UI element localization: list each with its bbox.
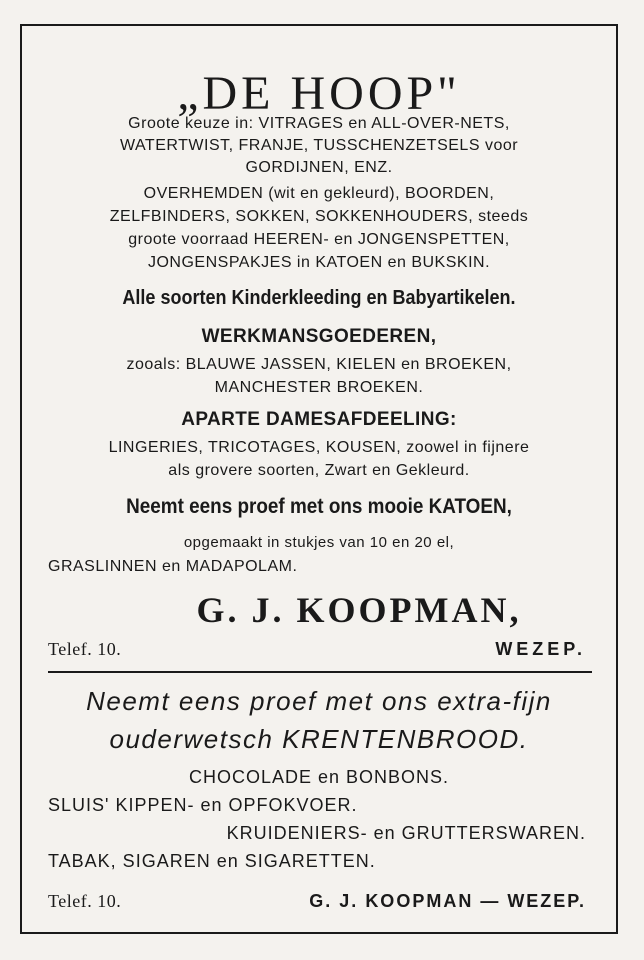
ad-line-ties: ZELFBINDERS, SOKKEN, SOKKENHOUDERS, steeds	[109, 208, 529, 225]
footer-phone: Telef. 10.	[48, 891, 122, 911]
ad-line-pieces: opgemaakt in stukjes van 10 en 20 el,	[183, 534, 455, 551]
ad-heading-workwear: WERKMANSGOEDEREN,	[201, 326, 437, 347]
bottom-line-feed: SLUIS' KIPPEN- en OPFOKVOER.	[48, 795, 358, 815]
footer-name: G. J. KOOPMAN — WEZEP.	[309, 891, 586, 911]
bottom-line-chocolate: CHOCOLADE en BONBONS.	[188, 767, 450, 787]
ad-line-shirts: OVERHEMDEN (wit en gekleurd), BOORDEN,	[143, 185, 495, 202]
advertisement-frame	[20, 24, 618, 934]
ad-line-colours: als grovere soorten, Zwart en Gekleurd.	[168, 462, 470, 479]
bottom-line-krentenbrood: ouderwetsch KRENTENBROOD.	[109, 724, 529, 754]
ad-line-jackets: zooals: BLAUWE JASSEN, KIELEN en BROEKEN,	[126, 356, 512, 373]
ad-line-curtains-etc: GORDIJNEN, ENZ.	[245, 159, 393, 176]
bottom-line-groceries: KRUIDENIERS- en GRUTTERSWAREN.	[226, 823, 586, 843]
signature-name: G. J. KOOPMAN,	[196, 590, 522, 630]
ad-line-caps: groote voorraad HEEREN- en JONGENSPETTEN,	[128, 231, 510, 248]
ad-line-manchester: MANCHESTER BROEKEN.	[214, 379, 424, 396]
ad-line-cotton: Neemt eens proef met ons mooie KATOEN,	[126, 495, 512, 518]
signature-phone: Telef. 10.	[48, 639, 122, 659]
ad-line-fringe: WATERTWIST, FRANJE, TUSSCHENZETSELS voor	[119, 137, 519, 154]
signature-place: WEZEP.	[495, 639, 586, 659]
ad-line-boys-suits: JONGENSPAKJES in KATOEN en BUKSKIN.	[147, 254, 491, 271]
ad-title: „DE HOOP"	[177, 67, 461, 120]
bottom-line-tobacco: TABAK, SIGAREN en SIGARETTEN.	[48, 851, 376, 871]
ad-heading-ladies: APARTE DAMESAFDEELING:	[181, 409, 457, 430]
ad-line-curtains: Groote keuze in: VITRAGES en ALL-OVER-NETS,	[128, 115, 510, 132]
ad-line-childrens-wear: Alle soorten Kinderkleeding en Babyartikelen.	[122, 287, 516, 309]
section-divider	[48, 671, 592, 673]
ad-line-linen: GRASLINNEN en MADAPOLAM.	[48, 558, 298, 575]
bottom-line-offer: Neemt eens proef met ons extra-fijn	[86, 686, 552, 716]
ad-line-lingerie: LINGERIES, TRICOTAGES, KOUSEN, zoowel in fijnere	[108, 439, 530, 456]
